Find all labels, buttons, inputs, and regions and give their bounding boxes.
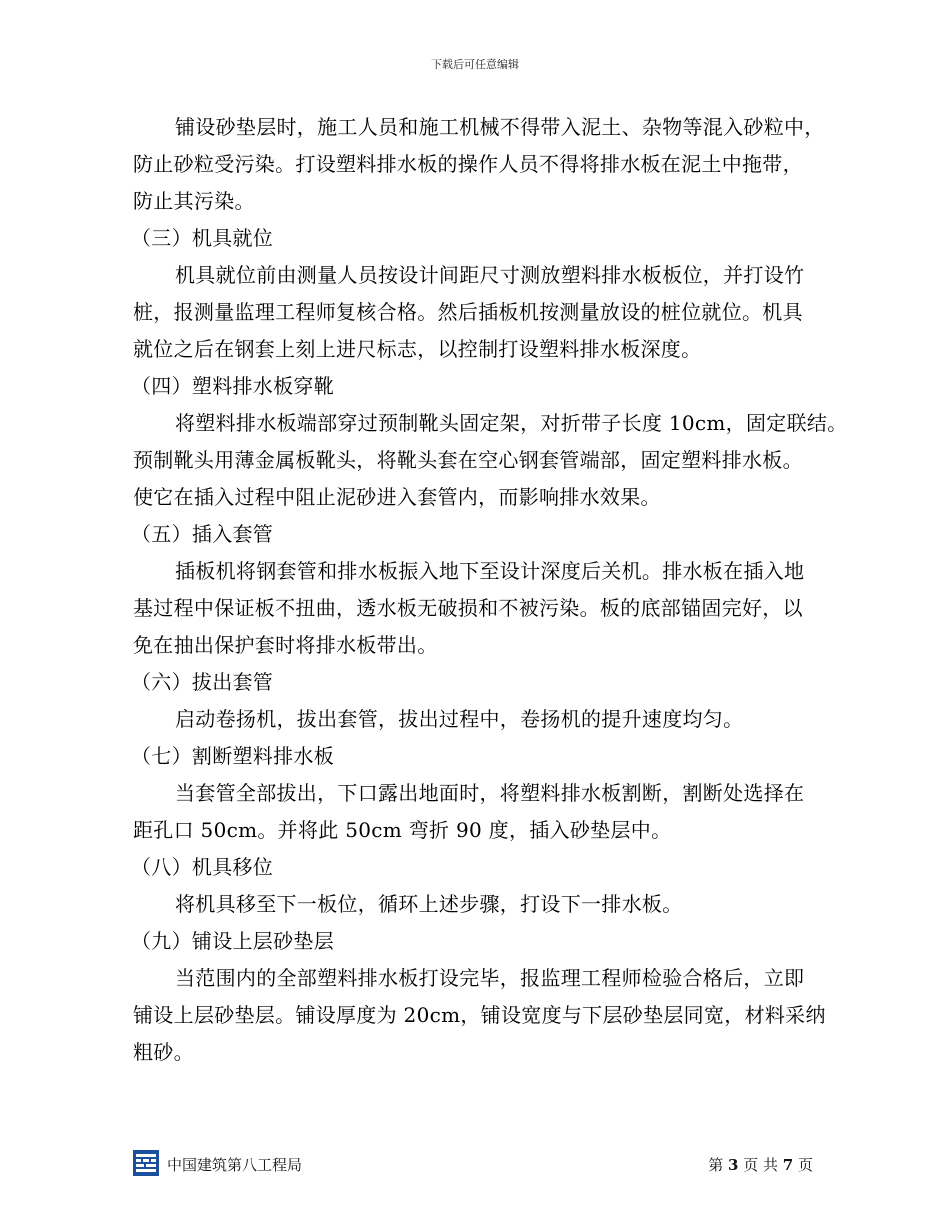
paragraph-line: 就位之后在钢套上刻上进尺标志，以控制打设塑料排水板深度。: [133, 337, 702, 361]
document-body: [133, 109, 873, 1071]
paragraph-line: 机具就位前由测量人员按设计间距尺寸测放塑料排水板板位，并打设竹: [175, 263, 805, 287]
paragraph-line: 将塑料排水板端部穿过预制靴头固定架，对折带子长度 10cm，固定联结。: [175, 411, 848, 435]
page-indicator: [708, 1154, 813, 1175]
paragraph-line: 将机具移至下一板位，循环上述步骤，打设下一排水板。: [175, 892, 683, 916]
paragraph-line: 预制靴头用薄金属板靴头，将靴头套在空心钢套管端部，固定塑料排水板。: [133, 448, 803, 472]
page-mid: 页 共: [743, 1156, 778, 1174]
paragraph-line: 使它在插入过程中阻止泥砂进入套管内，而影响排水效果。: [133, 485, 661, 509]
page-prefix: 第: [708, 1156, 724, 1174]
paragraph-line: 铺设砂垫层时，施工人员和施工机械不得带入泥土、杂物等混入砂粒中，: [175, 115, 825, 139]
section-heading: （三）机具就位: [131, 226, 274, 250]
paragraph-line: 当套管全部拔出，下口露出地面时，将塑料排水板割断，割断处选择在: [175, 781, 805, 805]
page-current: 3: [727, 1156, 739, 1174]
footer-organization: 中国建筑第八工程局: [167, 1156, 303, 1174]
section-heading: （七）割断塑料排水板: [131, 744, 334, 768]
paragraph-line: 铺设上层砂垫层。铺设厚度为 20cm，铺设宽度与下层砂垫层同宽，材料采纳: [133, 1003, 826, 1027]
paragraph-line: 免在抽出保护套时将排水板带出。: [133, 633, 438, 657]
paragraph-line: 粗砂。: [133, 1040, 194, 1064]
paragraph-line: 桩，报测量监理工程师复核合格。然后插板机按测量放设的桩位就位。机具: [133, 300, 803, 324]
page-footer: [133, 1146, 813, 1176]
page-suffix: 页: [797, 1156, 813, 1174]
paragraph-line: 当范围内的全部塑料排水板打设完毕，报监理工程师检验合格后，立即: [175, 966, 805, 990]
paragraph-line: 防止其污染。: [133, 189, 255, 213]
header-note: 下载后可任意编辑: [431, 58, 519, 71]
paragraph-line: 启动卷扬机，拔出套管，拔出过程中，卷扬机的提升速度均匀。: [175, 707, 744, 731]
paragraph-line: 距孔口 50cm。并将此 50cm 弯折 90 度，插入砂垫层中。: [133, 818, 672, 842]
section-heading: （四）塑料排水板穿靴: [131, 374, 334, 398]
paragraph-line: 基过程中保证板不扭曲，透水板无破损和不被污染。板的底部锚固完好，以: [133, 596, 803, 620]
paragraph-line: 插板机将钢套管和排水板振入地下至设计深度后关机。排水板在插入地: [175, 559, 805, 583]
section-heading: （八）机具移位: [131, 855, 274, 879]
page-total: 7: [782, 1156, 794, 1174]
cscec-logo-icon: [133, 1150, 159, 1176]
section-heading: （五）插入套管: [131, 522, 274, 546]
section-heading: （六）拔出套管: [131, 670, 274, 694]
section-heading: （九）铺设上层砂垫层: [131, 929, 334, 953]
paragraph-line: 防止砂粒受污染。打设塑料排水板的操作人员不得将排水板在泥土中拖带，: [133, 152, 803, 176]
